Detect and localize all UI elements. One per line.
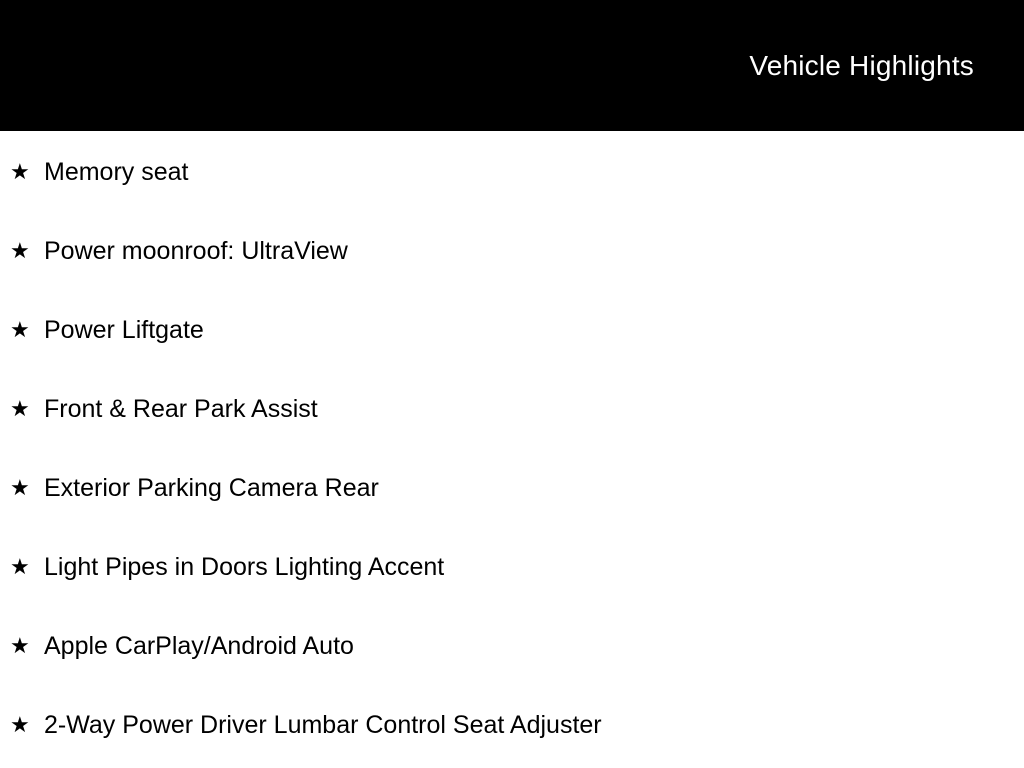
list-item-label: 2-Way Power Driver Lumbar Control Seat Adjuster	[44, 711, 602, 739]
star-icon: ★	[10, 317, 30, 342]
star-icon: ★	[10, 554, 30, 579]
list-item	[0, 368, 1024, 447]
list-item-label: Memory seat	[44, 158, 189, 186]
star-icon: ★	[10, 238, 30, 263]
star-icon: ★	[10, 475, 30, 500]
header-bar	[0, 0, 1024, 131]
page-title: Vehicle Highlights	[749, 50, 974, 81]
list-item-label: Light Pipes in Doors Lighting Accent	[44, 553, 445, 581]
vehicle-highlights-list	[0, 131, 1024, 763]
star-icon: ★	[10, 712, 30, 737]
list-item	[0, 605, 1024, 684]
list-item-label: Power Liftgate	[44, 316, 204, 344]
list-item-label: Front & Rear Park Assist	[44, 395, 318, 423]
list-item-label: Exterior Parking Camera Rear	[44, 474, 379, 502]
list-item	[0, 210, 1024, 289]
star-icon: ★	[10, 633, 30, 658]
list-item	[0, 684, 1024, 763]
list-item	[0, 526, 1024, 605]
list-item	[0, 447, 1024, 526]
list-item-label: Apple CarPlay/Android Auto	[44, 632, 354, 660]
list-item-label: Power moonroof: UltraView	[44, 237, 348, 265]
star-icon: ★	[10, 159, 30, 184]
list-item	[0, 289, 1024, 368]
list-item	[0, 131, 1024, 210]
star-icon: ★	[10, 396, 30, 421]
